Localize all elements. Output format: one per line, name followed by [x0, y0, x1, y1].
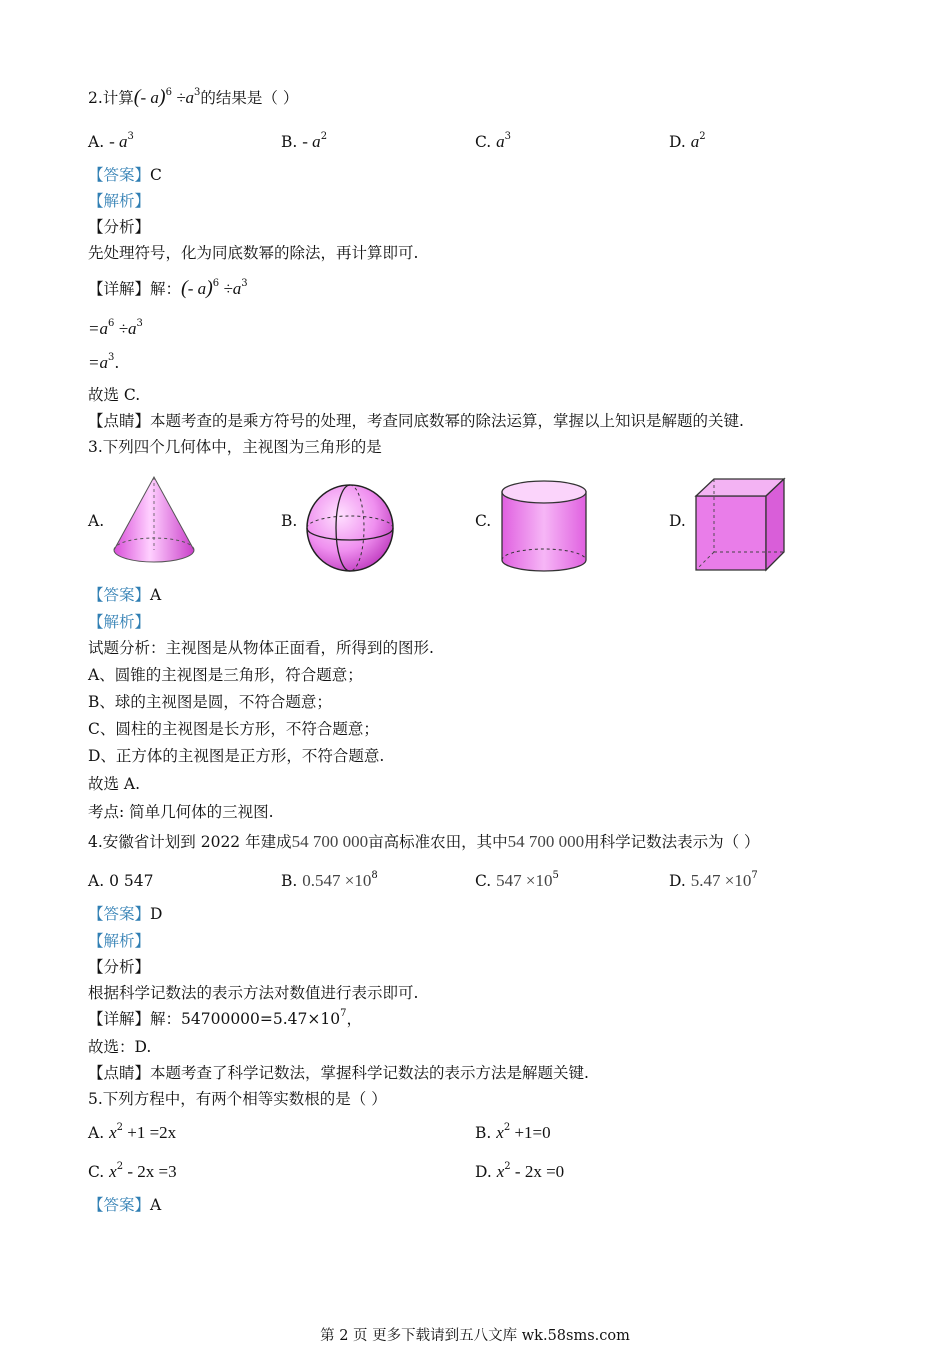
q2-fenxi: 先处理符号，化为同底数幂的除法，再计算即可. [88, 244, 419, 262]
q2-div: ÷a [171, 88, 195, 107]
q3-option-d-label: D. [669, 512, 686, 530]
q2-step1: $=a^6 \div a^3$ [88, 318, 143, 338]
cone-figure [108, 474, 200, 568]
q2-title [88, 86, 298, 109]
q2-dianjing: 【点睛】本题考查的是乘方符号的处理，考查同底数幂的除法运算，掌握以上知识是解题的关键. [88, 412, 744, 430]
q2-option-a: A. - $a^3$ [88, 131, 134, 151]
q2-title-prefix: 2.计算 [88, 89, 134, 107]
q4-analysis-tag: 【解析】 [88, 932, 151, 950]
q5-title: 5.下列方程中，有两个相等实数根的是（ ） [88, 1090, 387, 1108]
page-footer: 第 2 页 更多下载请到五八文库 wk.58sms.com [320, 1328, 630, 1344]
q5-option-b: B. $x^2 +1=0$ [475, 1122, 551, 1142]
q3-line-6: 故选 A. [88, 775, 141, 793]
q4-fenxi-tag: 【分析】 [88, 958, 151, 976]
q5-option-d: D. $x^2 - 2x =0$ [475, 1161, 565, 1181]
q3-option-b-label: B. [281, 512, 298, 530]
q4-fenxi: 根据科学记数法的表示方法对数值进行表示即可. [88, 984, 419, 1002]
cylinder-figure [498, 478, 590, 574]
q2-choose: 故选 C. [88, 386, 141, 404]
q2-option-d: D. $a^2$ [669, 131, 706, 151]
q4-choose: 故选：D. [88, 1038, 152, 1056]
q4-option-a: A. 0 547 [88, 872, 154, 890]
q3-answer: 【答案】A [88, 586, 162, 604]
q2-option-c: C. $a^3$ [475, 131, 512, 151]
q2-answer: 【答案】C [88, 166, 162, 184]
q2-exp6: 6 [165, 87, 172, 98]
q3-line-1: 试题分析：主视图是从物体正面看，所得到的图形. [88, 639, 434, 657]
q4-option-b: B. $0.547 \times 10^8$ [281, 870, 378, 890]
q2-analysis-tag: 【解析】 [88, 192, 151, 210]
q2-step2: $=a^3$. [88, 352, 120, 372]
q5-answer: 【答案】A [88, 1196, 162, 1214]
q2-option-b: B. - $a^2$ [281, 131, 328, 151]
q5-option-c: C. $x^2 - 2x =3$ [88, 1161, 177, 1181]
q3-option-a-label: A. [88, 512, 105, 530]
q3-analysis-tag: 【解析】 [88, 613, 151, 631]
q4-option-d: D. $5.47 \times 10^7$ [669, 870, 758, 890]
q3-option-c-label: C. [475, 512, 492, 530]
q3-line-5: D、正方体的主视图是正方形，不符合题意. [88, 747, 385, 765]
q2-exp3: 3 [194, 87, 201, 98]
q5-option-a: A. $x^2 +1 =2x$ [88, 1122, 177, 1142]
q3-line-7: 考点: 简单几何体的三视图. [88, 803, 274, 821]
q2-detail: 【详解】解：(- $a)^6 \div a^3$ [88, 277, 248, 299]
q4-answer: 【答案】D [88, 905, 163, 923]
q3-line-2: A、圆锥的主视图是三角形，符合题意； [88, 666, 363, 684]
q3-line-3: B、球的主视图是圆，不符合题意； [88, 693, 332, 711]
cube-figure [692, 476, 788, 574]
q2-fenxi-tag: 【分析】 [88, 218, 151, 236]
q2-expr: (- a) [133, 86, 166, 108]
q4-option-c: C. $547 \times 10^5$ [475, 870, 559, 890]
q3-title: 3.下列四个几何体中，主视图为三角形的是 [88, 438, 382, 456]
q2-title-suffix: 的结果是（ ） [200, 89, 299, 107]
sphere-figure [304, 482, 396, 574]
q4-title: 4.安徽省计划到 2022 年建成54 700 000亩高标准农田，其中54 700 000用科学记数法表示为（ ） [88, 832, 760, 851]
q4-dianjing: 【点睛】本题考查了科学记数法，掌握科学记数法的表示方法是解题关键. [88, 1064, 589, 1082]
q4-detail: 【详解】解：$54700000=5.47\times 10^7$， [88, 1008, 363, 1028]
q3-line-4: C、圆柱的主视图是长方形，不符合题意； [88, 720, 379, 738]
